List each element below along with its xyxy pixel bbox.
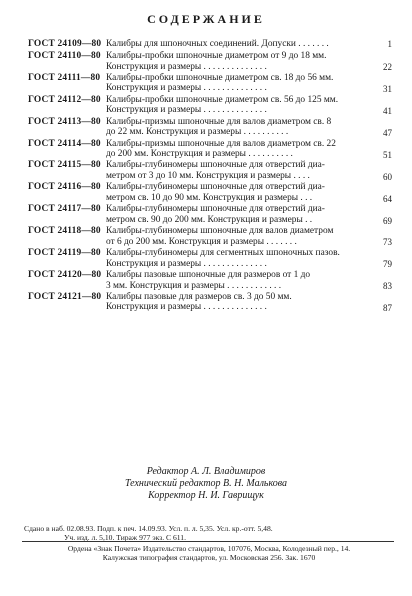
description-line: от 6 до 200 мм. Конструкция и размеры . . . . . . . [106, 236, 297, 247]
entry-description [106, 95, 392, 116]
description-line: Конструкция и размеры . . . . . . . . . . . . . . [106, 105, 267, 116]
toc-entry [28, 292, 392, 314]
description-line: Калибры-призмы шпоночные для валов диаметром св. 8 [106, 116, 332, 127]
page-number: 51 [383, 149, 392, 160]
description-line: до 22 мм. Конструкция и размеры . . . . . . . . . . [106, 127, 289, 138]
description-line: Конструкция и размеры . . . . . . . . . . . . . . [106, 61, 267, 72]
description-line: Калибры-глубиномеры шпоночные для отверстий диа- [106, 204, 325, 215]
editor-line: Редактор А. Л. Владимиров [146, 466, 266, 477]
description-line: Калибры-пробки шпоночные диаметром св. 18 до 56 мм. [106, 72, 334, 83]
toc-entry [28, 51, 392, 73]
entry-description [106, 292, 392, 313]
page-number: 22 [383, 62, 392, 73]
credits-block [0, 466, 412, 501]
imprint-line: Сдано в наб. 02.08.93. Подп. к печ. 14.09.93. Усл. п. л. 5,35. Усл. кр.-отт. 5,48. [24, 524, 273, 533]
entry-description [106, 73, 392, 94]
toc-entry [28, 248, 392, 270]
page-number: 60 [383, 171, 392, 182]
gost-number: ГОСТ 24119—80 [28, 248, 101, 259]
toc-entry [28, 204, 392, 226]
description-line: Калибры-пробки шпоночные диаметром св. 56 до 125 мм. [106, 94, 339, 105]
printer-line: Калужская типография стандартов, ул. Московская 256. Зак. 1670 [102, 553, 316, 563]
proofreader-line: Корректор Н. И. Гаврищук [148, 489, 264, 501]
entry-description [106, 51, 392, 72]
description-line: Конструкция и размеры . . . . . . . . . . . . . . [106, 258, 267, 269]
gost-number: ГОСТ 24112—80 [28, 94, 101, 105]
toc-entry [28, 73, 392, 95]
toc-entry [28, 226, 392, 248]
description-line: до 200 мм. Конструкция и размеры . . . . . . . . . . [106, 149, 293, 160]
entry-description [106, 160, 392, 181]
entry-description [106, 182, 392, 203]
gost-number: ГОСТ 24116—80 [28, 182, 101, 193]
toc-entry [28, 39, 392, 51]
toc-entry [28, 139, 392, 161]
page-number: 79 [383, 259, 392, 270]
description-line: метром св. 90 до 200 мм. Конструкция и размеры . . [106, 214, 313, 225]
entry-description [106, 226, 392, 247]
description-line: метром от 3 до 10 мм. Конструкция и размеры . . . . [106, 171, 310, 182]
divider [22, 541, 394, 542]
description-line: метром св. 10 до 90 мм. Конструкция и размеры . . . [106, 192, 313, 203]
description-line: Калибры для шпоночных соединений. Допуски . . . . . . . [106, 39, 329, 49]
page-number: 69 [383, 215, 392, 226]
description-line: Калибры пазовые шпоночные для размеров от 1 до [106, 269, 311, 280]
description-line: Конструкция и размеры . . . . . . . . . . . . . . [106, 302, 267, 313]
page-number: 41 [383, 106, 392, 117]
toc-entry [28, 117, 392, 139]
description-line: Калибры пазовые для размеров св. 3 до 50 мм. [106, 291, 292, 302]
entry-description [106, 139, 392, 160]
description-line: Калибры-глубиномеры шпоночные для отверстий диа- [106, 160, 325, 171]
tech-editor-line: Технический редактор В. Н. Малькова [124, 477, 288, 489]
gost-number: ГОСТ 24117—80 [28, 204, 101, 215]
toc-entry [28, 95, 392, 117]
publisher-info [24, 544, 394, 562]
page-number: 31 [383, 84, 392, 95]
entry-description [106, 39, 392, 50]
gost-number: ГОСТ 24114—80 [28, 138, 101, 149]
gost-number: ГОСТ 24118—80 [28, 226, 101, 237]
description-line: Калибры-глубиномеры шпоночные для валов диаметром [106, 226, 334, 237]
entry-description [106, 117, 392, 138]
gost-number: ГОСТ 24109—80 [28, 39, 102, 49]
toc-entry [28, 270, 392, 292]
description-line: Калибры-глубиномеры шпоночные для отверстий диа- [106, 182, 325, 193]
contents-title: СОДЕРЖАНИЕ [147, 12, 265, 26]
description-line: Калибры-глубиномеры для сегментных шпоночных пазов. [106, 248, 340, 259]
entry-description [106, 248, 392, 269]
description-line: Калибры-пробки шпоночные диаметром от 9 до 18 мм. [106, 51, 327, 61]
table-of-contents [28, 39, 392, 314]
toc-entry [28, 160, 392, 182]
page-number: 73 [383, 237, 392, 248]
gost-number: ГОСТ 24121—80 [28, 291, 102, 302]
gost-number: ГОСТ 24111—80 [28, 72, 101, 83]
description-line: Конструкция и размеры . . . . . . . . . . . . . . [106, 83, 267, 94]
entry-description [106, 270, 392, 291]
entry-description [106, 204, 392, 225]
gost-number: ГОСТ 24113—80 [28, 116, 101, 127]
description-line: 3 мм. Конструкция и размеры . . . . . . . . . . . . [106, 280, 282, 291]
gost-number: ГОСТ 24110—80 [28, 51, 101, 61]
toc-entry [28, 182, 392, 204]
imprint-line: Уч. изд. л. 5,10. Тираж 977 экз. С 611. [64, 533, 186, 543]
print-imprint [24, 524, 394, 542]
page-number: 47 [383, 127, 392, 138]
page-number: 83 [383, 281, 392, 292]
page-number: 87 [383, 303, 392, 314]
publisher-line: Ордена «Знак Почета» Издательство стандартов, 107076, Москва, Колодезный пер., 14. [67, 544, 351, 553]
description-line: Калибры-призмы шпоночные для валов диаметром св. 22 [106, 138, 336, 149]
gost-number: ГОСТ 24120—80 [28, 269, 102, 280]
page-number: 64 [383, 193, 392, 204]
gost-number: ГОСТ 24115—80 [28, 160, 101, 171]
page-number: 1 [387, 39, 392, 49]
